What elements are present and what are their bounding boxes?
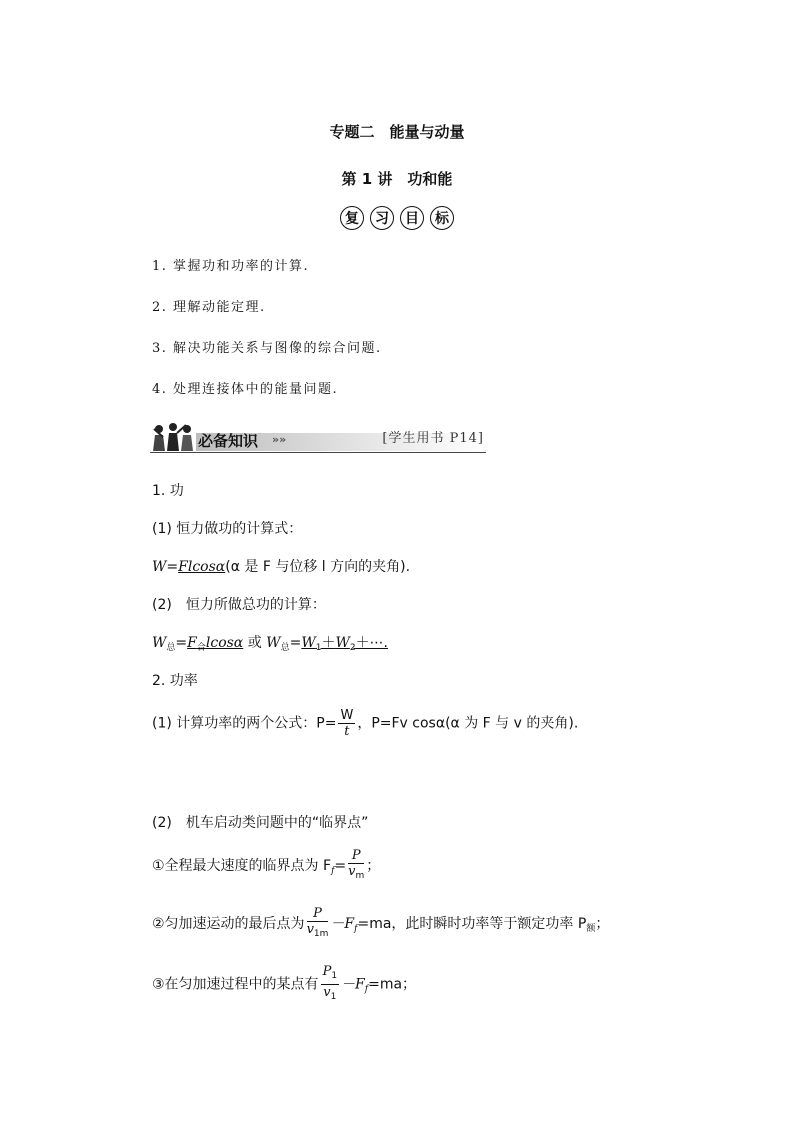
section-2-heading: 2. 功率 xyxy=(152,673,198,689)
section-2-2: (2) 机车启动类问题中的“临界点” xyxy=(152,815,369,831)
section-1-heading: 1. 功 xyxy=(152,483,184,499)
lecture-title: 第 1 讲 功和能 xyxy=(341,170,453,188)
badge-fu: 复 xyxy=(340,206,364,230)
students-icon xyxy=(150,421,196,453)
critical-point-3: ③在匀加速过程中的某点有 $\frac{P_1}{v_1}$ $-F_f=ma$； xyxy=(152,964,417,1002)
total-work-formula: $W_总=F_合lcos\alpha$ 或 $W_总=W_1+W_2+\cdots$. xyxy=(152,635,389,653)
goal-2: 2. 理解动能定理. xyxy=(152,300,266,315)
goal-3: 3. 解决功能关系与图像的综合问题. xyxy=(152,341,382,356)
goal-1: 1. 掌握功和功率的计算. xyxy=(152,259,310,274)
critical-point-1: ①全程最大速度的临界点为 $F_f=$ $\frac{P}{v_m}$ ； xyxy=(152,848,381,881)
section-1-2: (2) 恒力所做总功的计算： xyxy=(152,597,326,613)
goal-4: 4. 处理连接体中的能量问题. xyxy=(152,382,339,397)
double-chevron-right-icon: »» xyxy=(272,433,287,446)
topic-title: 专题二 能量与动量 xyxy=(329,123,465,141)
banner-title: 必备知识 xyxy=(198,432,259,450)
badge-mu: 目 xyxy=(400,206,424,230)
section-banner xyxy=(150,421,486,455)
badge-biao: 标 xyxy=(430,206,454,230)
badge-xi: 习 xyxy=(370,206,394,230)
section-1-1: (1) 恒力做功的计算式： xyxy=(152,521,303,537)
book-reference: [学生用书 P14] xyxy=(382,431,484,446)
critical-point-2: ②匀加速运动的最后点为 $\frac{P}{v_{1m}}$ $-F_f=ma$，此时瞬时功率等于额定功率 $P_额$； xyxy=(152,906,610,939)
review-goals-badges xyxy=(0,206,794,230)
work-formula: W=Flcosα(α 是 F 与位移 l 方向的夹角). xyxy=(152,559,411,575)
power-formula: (1) 计算功率的两个公式：P= $\frac{W}{t}$ ，P=Fv cosα(α 为 F 与 v 的夹角). xyxy=(152,708,579,739)
